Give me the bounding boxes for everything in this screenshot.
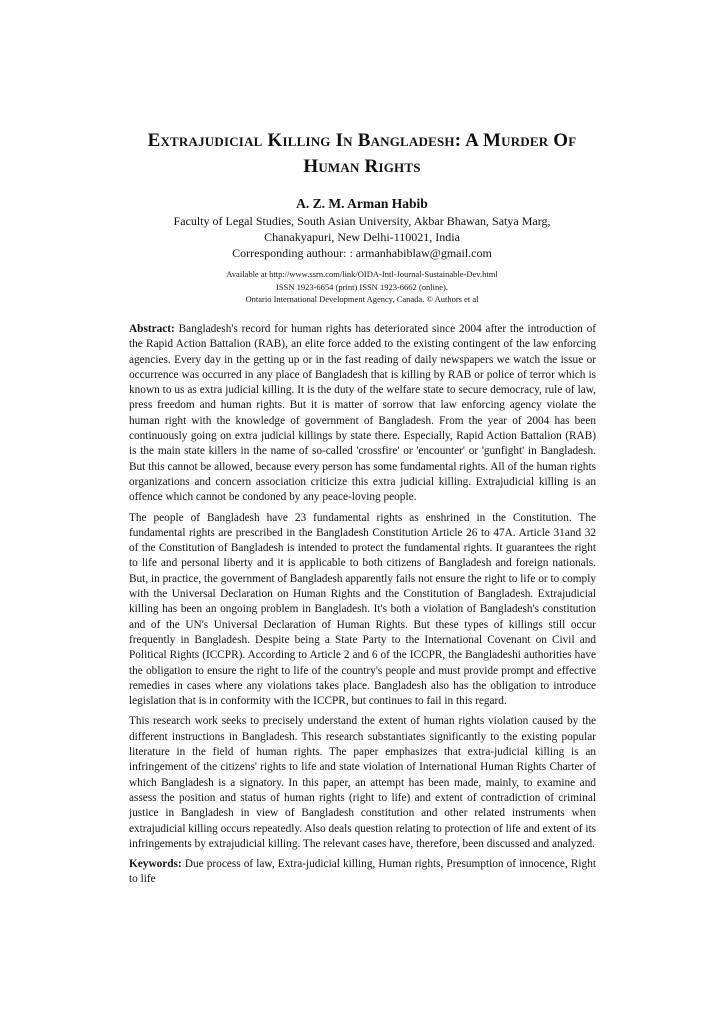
abstract-text: Bangladesh's record for human rights has deteriorated since 2004 after the introduction of the Rapid Action Battalion (RAB), an elite force added to the existing contingent of the law enforcing agencies. Every day in the getting up or in the fast reading of daily newspapers we watch the issue or occurrence was occurred in any place of Bangladesh that is killing by RAB or police of terror which is known to us as extra judicial killing. It is the duty of the welfare state to secure democracy, rule of law, press freedom and human rights. But it is matter of sorrow that law enforcing agency violate the human right with the knowledge of government of Bangladesh. From the year of 2004 has been continuously going on extra judicial killings by state there. Especially, Rapid Action Battalion (RAB) is the main state killers in the name of so-called 'crossfire' or 'encounter' or 'gunfight' in Bangladesh. But this cannot be allowed, because every person has some fundamental rights. All of the human rights organizations and concern association criticize this extra judicial killing. Extrajudicial killing is an offence which cannot be condoned by any peace-loving people. bbox=[129, 323, 596, 504]
availability-line: Available at http://www.ssrn.com/link/OIDA-Intl-Journal-Sustainable-Dev.html bbox=[226, 269, 498, 279]
publisher-line: Ontario International Development Agency, Canada. © Authors et al bbox=[245, 294, 479, 304]
affiliation-line-2: Chanakyapuri, New Delhi-110021, India bbox=[264, 230, 460, 244]
publication-info bbox=[150, 268, 574, 306]
affiliation-line-3: Corresponding authour: : armanhabiblaw@gmail.com bbox=[232, 246, 492, 260]
issn-line: ISSN 1923-6654 (print) ISSN 1923-6662 (online). bbox=[276, 281, 448, 292]
title-line-2: Human Rights bbox=[303, 156, 421, 177]
author-affiliation bbox=[150, 213, 574, 261]
keywords-label: Keywords: bbox=[129, 858, 182, 871]
abstract-label: Abstract: bbox=[129, 323, 175, 335]
title-line-1: Extrajudicial Killing In Bangladesh: A Murder Of bbox=[147, 130, 577, 151]
keywords-paragraph bbox=[129, 857, 596, 888]
body-paragraph-3: This research work seeks to precisely understand the extent of human rights violation caused by the different instructions in Bangladesh. This research substantiates significantly to the existing popular literature in the field of human rights. The paper emphasizes that extra-judicial killing is an infringement of the citizens' rights to life and state violation of International Human Rights Charter of which Bangladesh is a signatory. In this paper, an attempt has been made, mainly, to examine and assess the position and status of human rights (right to life) and extent of contradiction of criminal justice in Bangladesh in view of Bangladesh constitution and other related instruments when extrajudicial killing occurs repeatedly. Also deals question relating to protection of life and extent of its infringements by extrajudicial killing. The relevant cases have, therefore, been discussed and analyzed. bbox=[129, 715, 596, 850]
body-paragraph-2: The people of Bangladesh have 23 fundamental rights as enshrined in the Constitution. The fundamental rights are prescribed in the Bangladesh Constitution Article 26 to 47A. Article 31and 32 of the Constitution of Bangladesh is intended to protect the fundamental rights. It guarantees the right to life and personal liberty and it is applicable to both citizens of Bangladesh and foreign nationals. But, in practice, the government of Bangladesh apparently fails not ensure the right to life or to comply with the Universal Declaration on Human Rights and the Constitution of Bangladesh. Extrajudicial killing has been an ongoing problem in Bangladesh. It's both a violation of Bangladesh's constitution and of the UN's Universal Declaration of Human Rights. But these types of killings still occur frequently in Bangladesh. Despite being a State Party to the International Covenant on Civil and Political Rights (ICCPR). According to Article 2 and 6 of the ICCPR, the Bangladeshi authorities have the obligation to ensure the right to life of the country's people and must provide prompt and effective remedies in cases where any violations takes place. Bangladesh also has the obligation to introduce legislation that is in conformity with the ICCPR, but continues to fail in this regard. bbox=[129, 511, 596, 708]
abstract-paragraph bbox=[129, 322, 596, 506]
paper-body bbox=[129, 322, 596, 893]
author-name: A. Z. M. Arman Habib bbox=[296, 196, 428, 211]
paper-title bbox=[60, 128, 664, 180]
affiliation-line-1: Faculty of Legal Studies, South Asian University, Akbar Bhawan, Satya Marg, bbox=[173, 214, 551, 228]
keywords-text: Due process of law, Extra-judicial killing, Human rights, Presumption of innocence, Right to life bbox=[129, 858, 596, 886]
